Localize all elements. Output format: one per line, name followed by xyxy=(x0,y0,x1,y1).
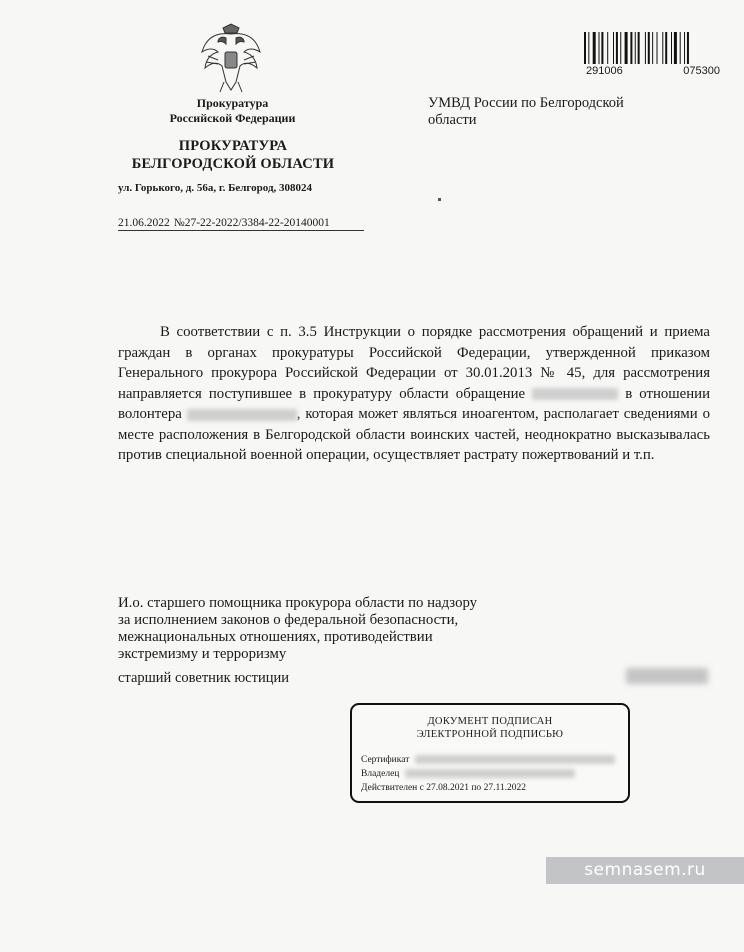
stray-mark xyxy=(438,198,441,201)
barcode-bar xyxy=(601,32,603,64)
barcode-right-number: 075300 xyxy=(683,65,720,77)
addressee xyxy=(428,95,688,129)
redacted-volunteer-name xyxy=(187,409,297,421)
body-part1: В соответствии с п. 3.5 Инструкции о порядке рассмотрения обращений и приема граждан в органах прокуратуры Российской Федерации, утвержденной приказом Генерального прокурора Российской Федерации от 30.01.2013 № 45, для рассмотрения направляется поступившее в прокуратуру области обращение xyxy=(118,324,710,402)
stamp-title xyxy=(352,715,628,741)
barcode-bar xyxy=(593,32,596,64)
addressee-line1: УМВД России по Белгородской xyxy=(428,95,624,111)
barcode-bar xyxy=(687,32,689,64)
barcode xyxy=(584,32,718,64)
sender-address: ул. Горького, д. 56а, г. Белгород, 308024 xyxy=(118,182,313,194)
barcode-bar xyxy=(674,32,677,64)
barcode-bar xyxy=(680,32,681,64)
org-small-line1: Прокуратура xyxy=(196,96,269,110)
signatory-position: И.о. старшего помощника прокурора области по надзору за исполнением законов о федеральной безопасности, межнациональных отношениях, противодействии экстремизму и терроризму xyxy=(118,595,478,662)
letter-date: 21.06.2022 xyxy=(118,217,170,229)
barcode-numbers xyxy=(586,65,720,77)
barcode-bar xyxy=(662,32,663,64)
barcode-bar xyxy=(648,32,650,64)
barcode-bar xyxy=(638,32,640,64)
valid-prefix: Действителен с xyxy=(361,783,424,793)
barcode-left-number: 291006 xyxy=(586,65,623,77)
barcode-bar xyxy=(657,32,658,64)
stamp-title-line1: ДОКУМЕНТ ПОДПИСАН xyxy=(427,716,553,727)
redacted-owner xyxy=(405,769,575,778)
barcode-bar xyxy=(652,32,653,64)
stamp-certificate-row xyxy=(361,755,615,765)
barcode-bar xyxy=(625,32,628,64)
owner-label: Владелец xyxy=(361,769,400,779)
barcode-bar xyxy=(607,32,608,64)
registration-line xyxy=(118,217,364,231)
body-paragraph xyxy=(118,322,710,466)
site-watermark: semnasem.ru xyxy=(546,857,744,884)
valid-to: 27.11.2022 xyxy=(483,783,526,793)
barcode-bar xyxy=(665,32,667,64)
stamp-validity-row xyxy=(361,783,526,793)
registration-number: №27-22-2022/3384-22-20140001 xyxy=(173,217,330,229)
stamp-title-line2: ЭЛЕКТРОННОЙ ПОДПИСЬЮ xyxy=(416,729,564,740)
body-part2: в отношении волонтера xyxy=(118,385,711,422)
redacted-certificate xyxy=(415,755,615,764)
coat-of-arms-emblem xyxy=(196,22,266,96)
org-big-line1: ПРОКУРАТУРА xyxy=(178,138,288,154)
valid-from: 27.08.2021 xyxy=(426,783,469,793)
barcode-bar xyxy=(613,32,614,64)
sender-org-title xyxy=(118,137,348,173)
signatory-rank: старший советник юстиции xyxy=(118,670,289,686)
org-small-line2: Российской Федерации xyxy=(169,111,296,125)
valid-mid: по xyxy=(471,783,482,793)
redacted-signatory-name xyxy=(626,668,708,684)
barcode-bar xyxy=(635,32,636,64)
barcode-bar xyxy=(616,32,618,64)
letter-body xyxy=(118,322,710,466)
barcode-bar xyxy=(684,32,685,64)
certificate-label: Сертификат xyxy=(361,755,410,765)
barcode-bar xyxy=(671,32,672,64)
barcode-bar xyxy=(584,32,586,64)
addressee-line2: области xyxy=(428,112,477,128)
barcode-bar xyxy=(599,32,600,64)
sender-org-small xyxy=(140,96,325,126)
org-big-line2: БЕЛГОРОДСКОЙ ОБЛАСТИ xyxy=(131,156,335,172)
body-part3: , которая может являться иноагентом, располагает сведениями о месте расположения в Белгородской области воинских частей, неоднократно высказывалась против специальной военной операции, осуществляет растрату пожертвований и т.п. xyxy=(118,406,710,463)
redacted-applicant xyxy=(532,388,618,400)
barcode-bar xyxy=(588,32,589,64)
barcode-bar xyxy=(630,32,632,64)
electronic-signature-stamp xyxy=(350,703,630,803)
stamp-owner-row xyxy=(361,769,575,779)
barcode-bar xyxy=(645,32,646,64)
barcode-bar xyxy=(620,32,621,64)
